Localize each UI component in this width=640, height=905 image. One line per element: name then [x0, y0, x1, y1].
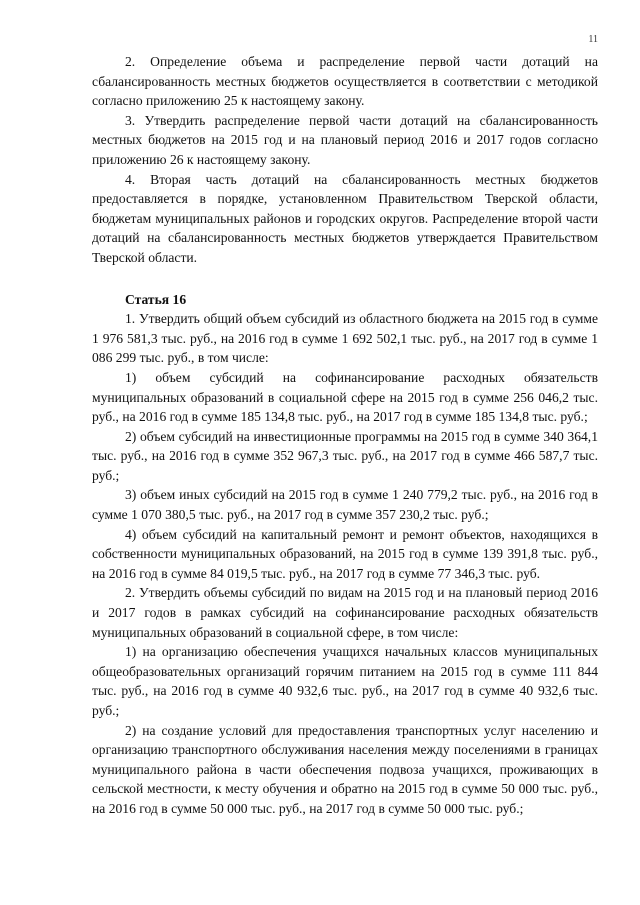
page-number: 11 — [588, 34, 598, 45]
paragraph-2: 2. Определение объема и распределение первой части дотаций на сбалансированность местных бюджетов осуществляется в соответствии с методикой согласно приложению 25 к настоящему закону. — [92, 54, 598, 109]
article-16-item-2-subitem-1: 1) на организацию обеспечения учащихся начальных классов муниципальных общеобразовательных организаций горячим питанием на 2015 год в сумме 111 844 тыс. руб., на 2016 год в сумме 40 932,6 тыс. руб., на 2017 год в сумме 40 932,6 тыс. руб.; — [92, 644, 598, 718]
paragraph-4: 4. Вторая часть дотаций на сбалансированность местных бюджетов предоставляется в порядке, установленном Правительством Тверской области, бюджетам муниципальных районов и городских округов. Распределение второй части дотаций на сбалансированность местных бюджетов утверждается Правительством Тверской области. — [92, 171, 598, 265]
article-16-item-2: 2. Утвердить объемы субсидий по видам на 2015 год и на плановый период 2016 и 2017 годов в рамках субсидий на софинансирование расходных обязательств муниципальных образований в социальной сфере, в том числе: — [92, 585, 598, 640]
article-heading: Статья 16 — [125, 291, 187, 307]
article-16-subitem-4: 4) объем субсидий на капитальный ремонт и ремонт объектов, находящихся в собственности муниципальных образований, на 2015 год в сумме 139 391,8 тыс. руб., на 2016 год в сумме 84 019,5 тыс. руб., на 2017 год в сумме 77 346,3 тыс. руб. — [92, 526, 598, 581]
article-16-item-1: 1. Утвердить общий объем субсидий из областного бюджета на 2015 год в сумме 1 976 581,3 тыс. руб., на 2016 год в сумме 1 692 502,1 тыс. руб., на 2017 год в сумме 1 086 299 тыс. руб., в том числе: — [92, 311, 598, 366]
article-16-subitem-2: 2) объем субсидий на инвестиционные программы на 2015 год в сумме 340 364,1 тыс. руб., на 2016 год в сумме 352 967,3 тыс. руб., на 2017 год в сумме 466 587,7 тыс. руб.; — [92, 428, 598, 483]
document-body — [92, 52, 598, 819]
article-16-subitem-3: 3) объем иных субсидий на 2015 год в сумме 1 240 779,2 тыс. руб., на 2016 год в сумме 1 070 380,5 тыс. руб., на 2017 год в сумме 357 230,2 тыс. руб.; — [92, 487, 598, 523]
article-16-subitem-1: 1) объем субсидий на софинансирование расходных обязательств муниципальных образований в социальной сфере на 2015 год в сумме 256 046,2 тыс. руб., на 2016 год в сумме 185 134,8 тыс. руб., на 2017 год в сумме 185 134,8 тыс. руб.; — [92, 369, 598, 425]
paragraph-3: 3. Утвердить распределение первой части дотаций на сбалансированность местных бюджетов на 2015 год и на плановый период 2016 и 2017 годов согласно приложению 26 к настоящему закону. — [92, 112, 598, 167]
article-16-item-2-subitem-2: 2) на создание условий для предоставления транспортных услуг населению и организацию транспортного обслуживания населения между поселениями в границах муниципального района в части обеспечения подвоза учащихся, проживающих в сельской местности, к месту обучения и обратно на 2015 год в сумме 50 000 тыс. руб., на 2016 год в сумме 50 000 тыс. руб., на 2017 год в сумме 50 000 тыс. руб.; — [92, 722, 598, 816]
